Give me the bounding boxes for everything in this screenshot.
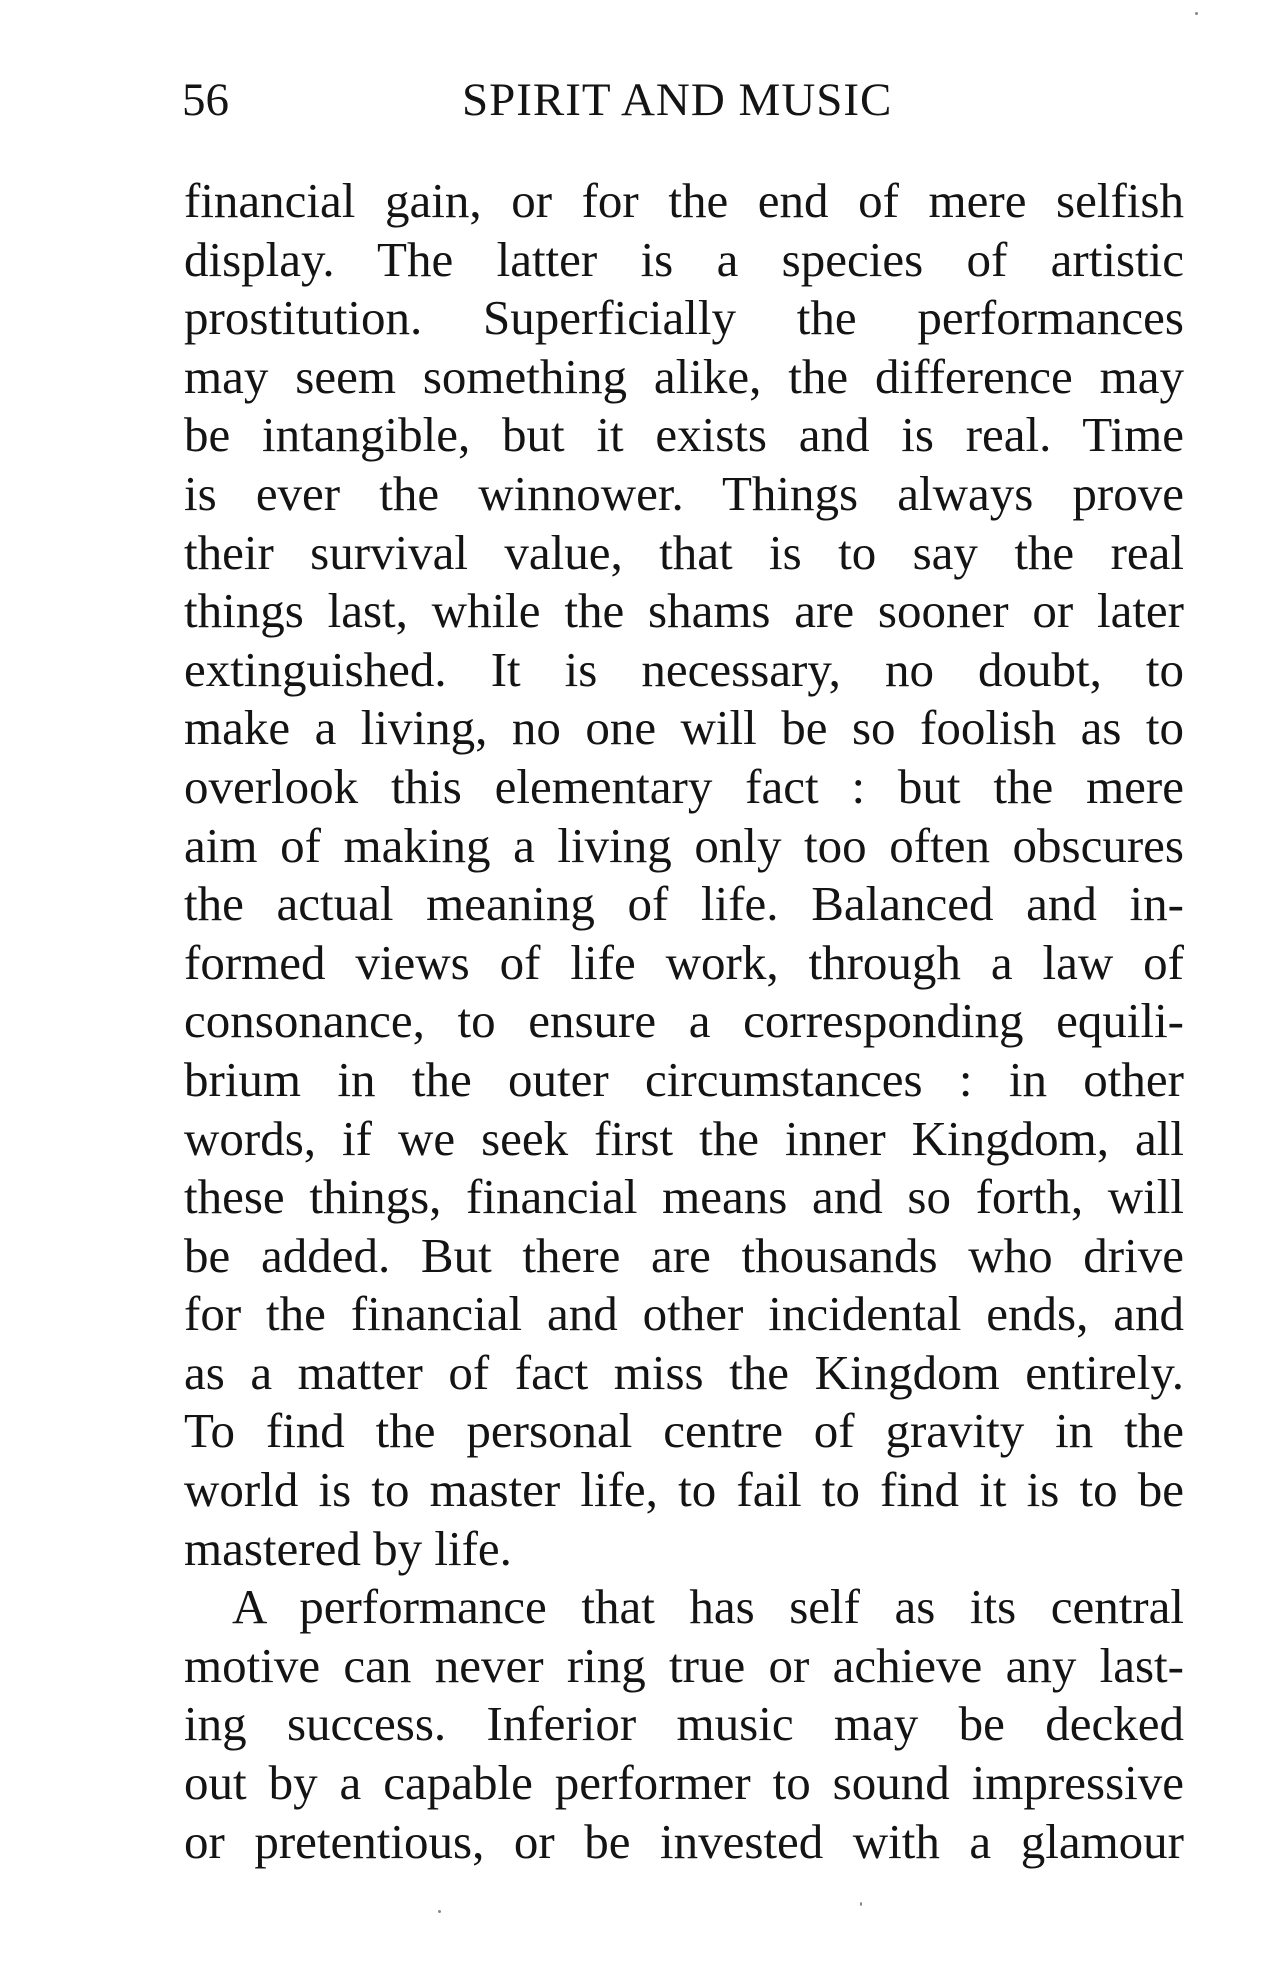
body-text bbox=[184, 172, 1184, 1871]
paragraph-1 bbox=[184, 172, 1184, 1578]
text-line: out by a capable performer to sound impressive bbox=[184, 1755, 1184, 1811]
paragraph-2 bbox=[184, 1578, 1184, 1871]
text-line: be added. But there are thousands who drive bbox=[184, 1227, 1184, 1283]
page-number: 56 bbox=[182, 74, 229, 126]
text-line: financial gain, or for the end of mere selfish bbox=[184, 173, 1184, 228]
text-line: ing success. Inferior music may be decked bbox=[184, 1696, 1184, 1752]
text-line: words, if we seek first the inner Kingdom, all bbox=[184, 1110, 1184, 1166]
text-line: motive can never ring true or achieve any last- bbox=[184, 1637, 1184, 1693]
text-line: world is to master life, to fail to find it is to be bbox=[184, 1462, 1184, 1518]
running-head bbox=[182, 70, 912, 130]
text-line: aim of making a living only too often obscures bbox=[184, 817, 1184, 873]
text-line: or pretentious, or be invested with a glamour bbox=[184, 1813, 1184, 1869]
text-line: A performance that has self as its central bbox=[232, 1579, 1184, 1635]
text-line: as a matter of fact miss the Kingdom entirely. bbox=[184, 1344, 1184, 1400]
paper-speck bbox=[438, 1910, 441, 1913]
text-line: for the financial and other incidental ends, and bbox=[184, 1286, 1184, 1342]
text-line: prostitution. Superficially the performances bbox=[184, 290, 1184, 346]
running-title: SPIRIT AND MUSIC bbox=[462, 74, 893, 126]
text-line: the actual meaning of life. Balanced and in- bbox=[184, 876, 1184, 932]
text-line: extinguished. It is necessary, no doubt, to bbox=[184, 641, 1184, 697]
text-line: make a living, no one will be so foolish as to bbox=[184, 700, 1184, 756]
text-line: mastered by life. bbox=[184, 1520, 512, 1576]
text-line: these things, financial means and so forth, will bbox=[184, 1169, 1184, 1225]
text-line: formed views of life work, through a law of bbox=[184, 934, 1184, 990]
text-line: their survival value, that is to say the real bbox=[184, 524, 1184, 580]
text-line: may seem something alike, the difference may bbox=[184, 348, 1184, 404]
text-line: overlook this elementary fact : but the mere bbox=[184, 758, 1184, 814]
text-line: is ever the winnower. Things always prove bbox=[184, 465, 1184, 521]
paper-speck bbox=[860, 1902, 862, 1906]
text-line: display. The latter is a species of artistic bbox=[184, 231, 1184, 287]
text-line: consonance, to ensure a corresponding equili- bbox=[184, 993, 1184, 1049]
text-line: be intangible, but it exists and is real. Time bbox=[184, 407, 1184, 463]
text-line: brium in the outer circumstances : in other bbox=[184, 1051, 1184, 1107]
text-line: things last, while the shams are sooner or later bbox=[184, 583, 1184, 639]
text-line: To find the personal centre of gravity in the bbox=[184, 1403, 1184, 1459]
paper-speck bbox=[1195, 12, 1198, 15]
